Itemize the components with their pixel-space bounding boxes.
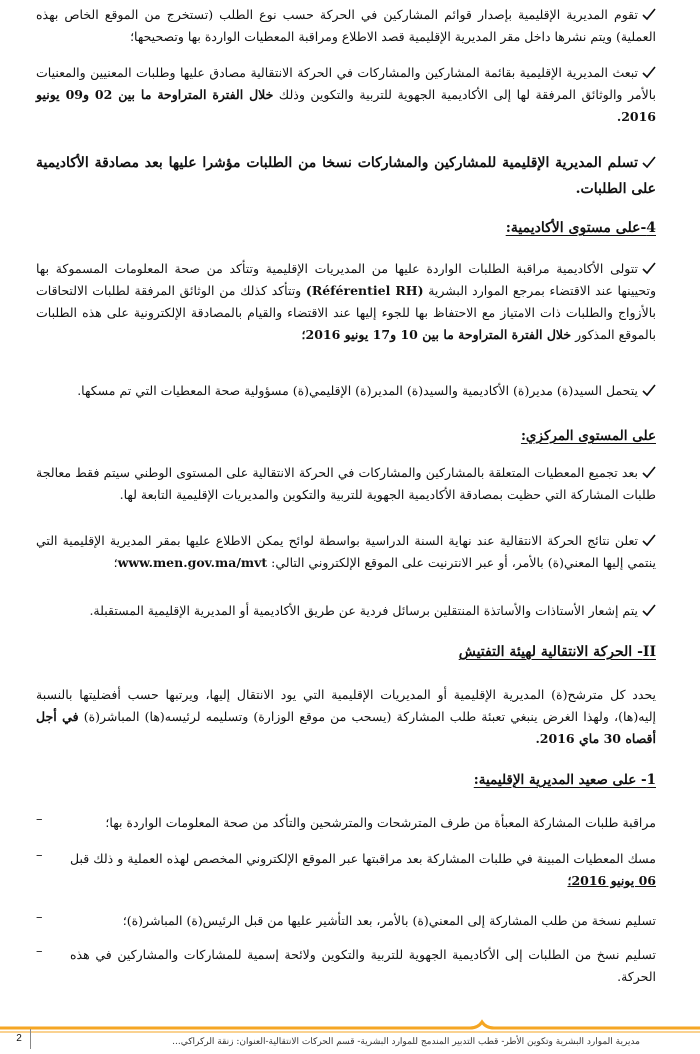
footer-text: مديرية الموارد البشرية وتكوين الأطر- قطب التدبير المندمج للموارد البشرية- قسم الحركات الانتقالية-العنوان: زنقة الركراكي... bbox=[172, 1037, 640, 1047]
paragraph-5: يتحمل السيد(ة) مدير(ة) الأكاديمية والسيد(ة) المدير(ة) الإقليمي(ة) مسؤولية صحة المعطيات التي تم مسكها. bbox=[36, 380, 656, 402]
checkmark-icon bbox=[642, 8, 656, 21]
paragraph-3: تسلم المديرية الإقليمية للمشاركين والمشاركات نسخا من الطلبات مؤشرا عليها بعد مصادقة الأكاديمية على الطلبات. bbox=[36, 155, 656, 197]
section-heading-central: على المستوى المركزي: bbox=[520, 428, 656, 444]
paragraph-1: تقوم المديرية الإقليمية بإصدار قوائم المشاركين في الحركة حسب نوع الطلب (تستخرج من الموقع الخاص بهذه العملية) ويتم نشرها داخل مقر المديرية الإقليمية قصد الاطلاع ومراقبة المعطيات الواردة بها وتصحيحها؛ bbox=[36, 7, 656, 44]
paragraph-2: تبعث المديرية الإقليمية بقائمة المشاركين والمشاركات في الحركة الانتقالية مصادق عليها وطلبات المعنيين والمعنيات بالأمر والوثائق المرفقة لها إلى الأكاديمية الجهوية للتربية والتكوين وذلك خلال الفترة المتراوحة ما بين 02 و09 يونيو 2016. bbox=[36, 65, 656, 124]
dash-marker: – bbox=[36, 944, 43, 959]
list-item: تسليم نسخة من طلب المشاركة إلى المعني(ة) بالأمر، بعد التأشير عليها من قبل الرئيس(ة) المباشر(ة)؛ bbox=[122, 913, 656, 928]
dash-marker: – bbox=[36, 910, 43, 925]
checkmark-icon bbox=[642, 156, 656, 169]
dash-marker: – bbox=[36, 848, 43, 863]
paragraph-9: يحدد كل مترشح(ة) المديرية الإقليمية أو المديريات الإقليمية التي يود الانتقال إليها، ويرتبها حسب أفضليتها بالنسبة إليه(ها)، ولهذا الغرض ينبغي تعبئة طلب المشاركة (يسحب من موقع الوزارة) وتسليمه لرئيسه(ها) المباشر(ة) في أجل أقصاه 30 ماي 2016. bbox=[36, 687, 656, 746]
checkmark-icon bbox=[642, 534, 656, 547]
list-item: مسك المعطيات المبينة في طلبات المشاركة بعد مراقبتها عبر الموقع الإلكتروني المخصص لهذه العملية و ذلك قبل 06 يونيو 2016؛ bbox=[70, 851, 656, 888]
checkmark-icon bbox=[642, 384, 656, 397]
checkmark-icon bbox=[642, 262, 656, 275]
dash-marker: – bbox=[36, 812, 43, 827]
checkmark-icon bbox=[642, 604, 656, 617]
paragraph-4: تتولى الأكاديمية مراقبة الطلبات الواردة عليها من المديريات الإقليمية وتتأكد من صحة المعلومات المسموكة بها وتحيينها عند الاقتضاء بمرجع الموارد البشرية (Référentiel RH) وتتأكد كذلك من الوثائق المرفقة لطلبات الالتحاقات بالأزواج والطلبات ذات الامتياز مع الاحتفاظ بها للجوء إليها عند الاقتضاء والقيام بالمصادقة الإلكترونية على هذه الطلبات بالموقع المذكور خلال الفترة المتراوحة ما بين 10 و17 يونيو 2016؛ bbox=[36, 261, 657, 342]
results-url[interactable]: www.men.gov.ma/mvt bbox=[117, 555, 268, 570]
section-heading-province: 1- على صعيد المديرية الإقليمية: bbox=[473, 772, 656, 788]
page-number: 2 bbox=[8, 1029, 31, 1049]
paragraph-6: بعد تجميع المعطيات المتعلقة بالمشاركين والمشاركات في الحركة الانتقالية على المستوى الوطني سيتم فقط معالجة طلبات المشاركة التي حظيت بمصادقة الأكاديمية الجهوية للتربية والتكوين والمديريات الإقليمية التابعة لها. bbox=[36, 465, 656, 502]
paragraph-7: تعلن نتائج الحركة الانتقالية عند نهاية السنة الدراسية بواسطة لوائح يمكن الاطلاع عليها بمقر المديرية الإقليمية التي ينتمي إليها المعني(ة) بالأمر، أو عبر الانترنيت على الموقع الإلكتروني التالي: www.men.gov.ma/mvt؛ bbox=[36, 533, 656, 570]
paragraph-8: يتم إشعار الأستاذات والأساتذة المنتقلين برسائل فردية عن طريق الأكاديمية أو المديرية الإقليمية المستقبلة. bbox=[36, 600, 656, 622]
section-heading-inspection: II- الحركة الانتقالية لهيئة التفتيش bbox=[458, 644, 656, 660]
checkmark-icon bbox=[642, 466, 656, 479]
section-heading-academy: 4-على مستوى الأكاديمية: bbox=[505, 220, 656, 236]
checkmark-icon bbox=[642, 66, 656, 79]
list-item: تسليم نسخ من الطلبات إلى الأكاديمية الجهوية للتربية والتكوين ولائحة إسمية للمشاركات والمشاركين في هذه الحركة. bbox=[70, 947, 656, 984]
footer-decoration bbox=[0, 1018, 700, 1038]
list-item: مراقبة طلبات المشاركة المعبأة من طرف المترشحات والمترشحين والتأكد من صحة المعلومات الواردة بها؛ bbox=[105, 815, 656, 830]
